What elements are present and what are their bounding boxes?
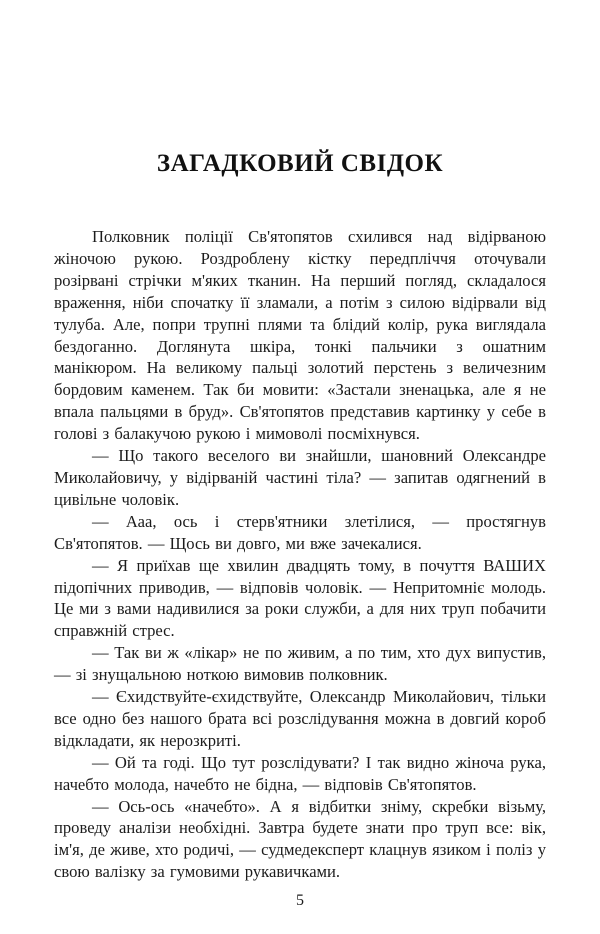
paragraph: — Що такого веселого ви знайшли, шановний Олександре Миколайовичу, у відірваній частині тіла? — запитав одягнений в цивільне чоловік. bbox=[54, 446, 546, 509]
body-text bbox=[0, 178, 600, 883]
chapter-title: ЗАГАДКОВИЙ СВІДОК bbox=[156, 150, 444, 177]
paragraph: — Так ви ж «лікар» не по живим, а по тим, хто дух випустив, — зі знущальною ноткою вимовив полковник. bbox=[54, 643, 546, 685]
paragraph: — Ой та годі. Що тут розслідувати? І так видно жіноча рука, начебто молода, начебто не бідна, — відповів Св'ятопятов. bbox=[54, 752, 546, 794]
paragraph: — Єхидствуйте-єхидствуйте, Олександр Миколайович, тільки все одно без нашого брата всі розслідування можна в довгий короб відкладати, як нерозкриті. bbox=[54, 687, 546, 750]
paragraph: — Ааа, ось і стерв'ятники злетілися, — простягнув Св'ятопятов. — Щось ви довго, ми вже зачекалися. bbox=[54, 511, 546, 553]
paragraph: — Я приїхав ще хвилин двадцять тому, в почуття ВАШИХ підопічних приводив, — відповів чоловік. — Непритомніє молодь. Це ми з вами надивилися за роки служби, а для них труп побачити справжній стрес. bbox=[54, 555, 546, 641]
paragraph: Полковник поліції Св'ятопятов схилився над відірваною жіночою рукою. Роздроблену кістку передпліччя оточували розірвані стрічки м'яких тканин. На перший погляд, складалося враження, ніби спочатку її зламали, а потім з силою відірвали від тулуба. Але, попри трупні плями та блідий колір, рука виглядала бездоганно. Доглянута шкіра, тонкі пальчики з ошатним манікюром. На великому пальці золотий перстень з величезним бордовим каменем. Так би мовити: «Застали зненацька, але я не впала пальцями в бруд». Св'ятопятов представив картинку у себе в голові з балакучою рукою і мимоволі посміхнувся. bbox=[54, 227, 546, 444]
paragraph: — Ось-ось «начебто». А я відбитки зніму, скребки візьму, проведу аналізи необхідні. Завтра будете знати про труп все: вік, ім'я, де живе, хто родичі, — судмедексперт клацнув язиком і поліз у свою валізку за гумовими рукавичками. bbox=[54, 796, 546, 882]
page-number: 5 bbox=[296, 892, 304, 909]
